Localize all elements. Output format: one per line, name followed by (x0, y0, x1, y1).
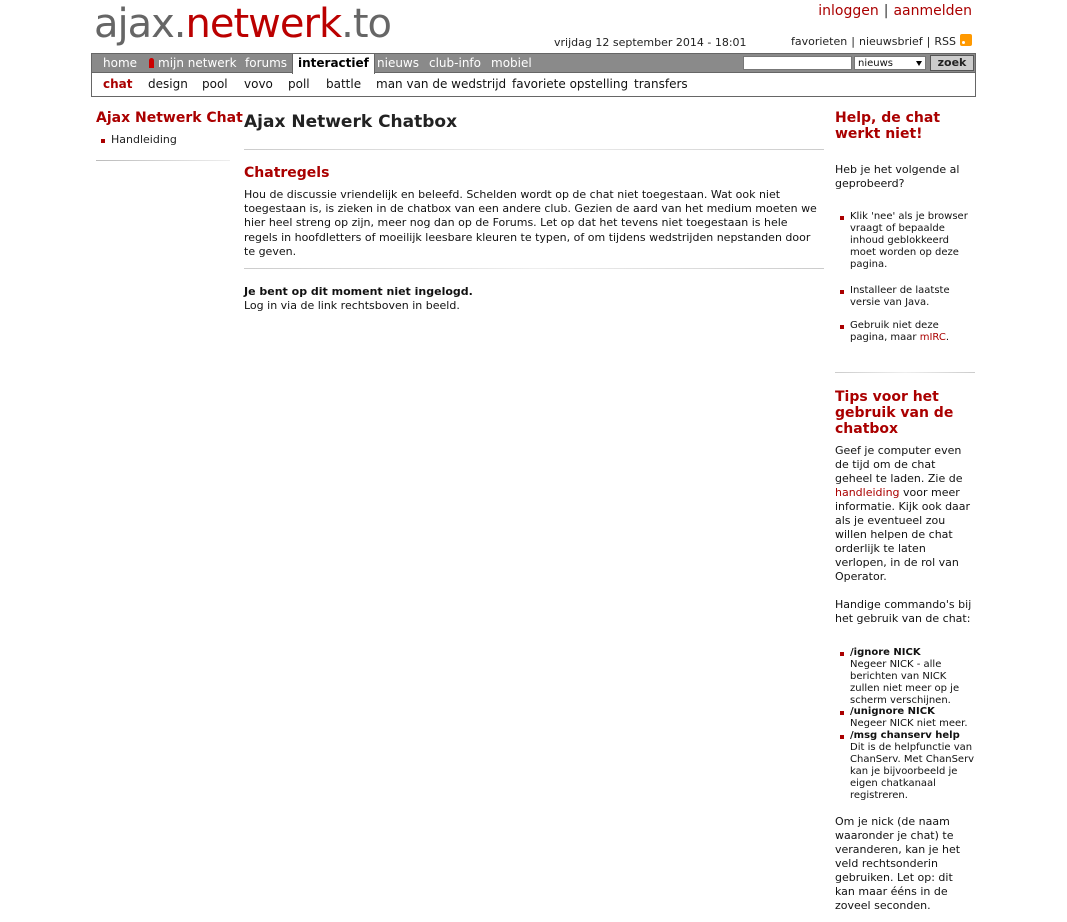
rss-icon[interactable] (960, 34, 972, 46)
login-link[interactable]: inloggen (818, 3, 879, 19)
search-input[interactable] (743, 56, 852, 70)
logo-text-suffix: .to (341, 1, 391, 47)
command-name: /unignore NICK (850, 706, 935, 717)
command-name: /msg chanserv help (850, 730, 960, 741)
subnav-design[interactable]: design (148, 77, 188, 91)
subnav-pool[interactable]: pool (202, 77, 228, 91)
subnav-chat[interactable]: chat (103, 77, 133, 91)
manual-link[interactable]: Handleiding (111, 133, 177, 146)
command-item (850, 730, 975, 802)
separator: | (883, 3, 889, 19)
divider (96, 160, 230, 161)
tab-mobiel[interactable]: mobiel (491, 56, 532, 70)
rules-title: Chatregels (244, 165, 330, 181)
search-category-select[interactable] (854, 56, 926, 70)
tips-text (835, 444, 975, 584)
commands-intro: Handige commando's bij het gebruik van de chat: (835, 598, 972, 625)
tips-text-part: voor meer informatie. Kijk ook daar als je eventueel zou willen helpen de chat orderlijk te laten verlopen, in de rol van Operator. (835, 486, 971, 583)
main-navigation (91, 53, 976, 73)
command-description: Negeer NICK niet meer. (850, 718, 968, 729)
help-item (850, 320, 975, 344)
tab-label: mijn netwerk (158, 56, 237, 70)
punctuation: . (945, 332, 950, 343)
bullet-icon (840, 652, 844, 656)
help-title: Help, de chat werkt niet! (835, 110, 941, 142)
separator: | (851, 35, 855, 48)
logo-text-main: netwerk (185, 1, 342, 47)
bullet-icon (840, 325, 844, 329)
command-name: /ignore NICK (850, 647, 921, 658)
page-title: Ajax Netwerk Chatbox (244, 112, 458, 132)
divider (244, 149, 824, 150)
tab-club-info[interactable]: club-info (429, 56, 481, 70)
bullet-icon (840, 216, 844, 220)
command-item (850, 647, 975, 707)
rss-link[interactable]: RSS (934, 35, 956, 48)
bullet-icon (101, 139, 105, 143)
favorites-link[interactable]: favorieten (790, 35, 848, 48)
site-logo[interactable] (94, 0, 391, 48)
divider (835, 372, 975, 373)
tab-forums[interactable]: forums (245, 56, 288, 70)
nick-text: Om je nick (de naam waaronder je chat) te veranderen, kan je het veld rechtsonderin gebruiken. Let op: dit kan maar ééns in de zoveel seconden. (835, 815, 961, 912)
subnav-battle[interactable]: battle (326, 77, 362, 91)
tab-home[interactable]: home (103, 56, 138, 70)
tips-text-part: Geef je computer even de tijd om de chat geheel te laden. Zie de (835, 444, 963, 485)
handleiding-link[interactable]: handleiding (835, 486, 900, 499)
utility-links (791, 35, 972, 48)
user-icon (149, 58, 154, 68)
separator: | (926, 35, 931, 48)
mirc-link[interactable]: mIRC (919, 332, 946, 343)
command-item (850, 706, 975, 730)
section-title: Ajax Netwerk Chat (96, 110, 243, 126)
bullet-icon (840, 290, 844, 294)
tab-nieuws[interactable]: nieuws (377, 56, 419, 70)
help-item: Klik 'nee' als je browser vraagt of bepaalde inhoud geblokkeerd moet worden op deze pagina. (850, 211, 968, 270)
help-intro: Heb je het volgende al geprobeerd? (835, 163, 960, 190)
command-description: Negeer NICK - alle berichten van NICK zullen niet meer op je scherm verschijnen. (850, 659, 960, 706)
subnav-poll[interactable]: poll (288, 77, 310, 91)
search-button[interactable]: zoek (930, 55, 974, 71)
subnav-favoriete-opstelling[interactable]: favoriete opstelling (512, 77, 629, 91)
current-date: vrijdag 12 september 2014 - 18:01 (554, 36, 747, 49)
subnav-man-van-de-wedstrijd[interactable]: man van de wedstrijd (376, 77, 507, 91)
bullet-icon (840, 711, 844, 715)
bullet-icon (840, 735, 844, 739)
command-description: Dit is de helpfunctie van ChanServ. Met ChanServ kan je bijvoorbeeld je eigen chatkanaal registreren. (850, 742, 975, 801)
subnav-transfers[interactable]: transfers (634, 77, 688, 91)
login-hint: Log in via de link rechtsboven in beeld. (244, 299, 460, 312)
login-status: Je bent op dit moment niet ingelogd. (244, 285, 473, 298)
logo-text-prefix: ajax. (94, 1, 186, 47)
rules-text: Hou de discussie vriendelijk en beleefd. Schelden wordt op de chat niet toegestaan. Wat ook niet toegestaan is, is zieken in de chatbox van een andere club. Gezien de aard van het medium moeten we hier heel streng op zijn, meer nog dan op de Forums. Let op dat het tevens niet toegestaan is hele regels in hoofdletters of moeilijk leesbare kleuren te typen, of om tijdens wedstrijden nepstanden door te geven. (244, 188, 817, 258)
subnav-vovo[interactable]: vovo (244, 77, 273, 91)
tab-mijn-netwerk[interactable] (149, 54, 237, 72)
help-item: Installeer de laatste versie van Java. (850, 285, 950, 308)
newsletter-link[interactable]: nieuwsbrief (858, 35, 923, 48)
help-item-text: Gebruik niet deze pagina, maar (850, 320, 939, 343)
account-links (818, 3, 972, 19)
search-select-value: nieuws (858, 58, 893, 69)
tab-interactief[interactable]: interactief (292, 53, 375, 74)
divider (244, 268, 824, 269)
register-link[interactable]: aanmelden (893, 3, 972, 19)
tips-title: Tips voor het gebruik van de chatbox (835, 389, 954, 437)
sub-navigation (91, 73, 976, 97)
chevron-down-icon (916, 61, 922, 66)
